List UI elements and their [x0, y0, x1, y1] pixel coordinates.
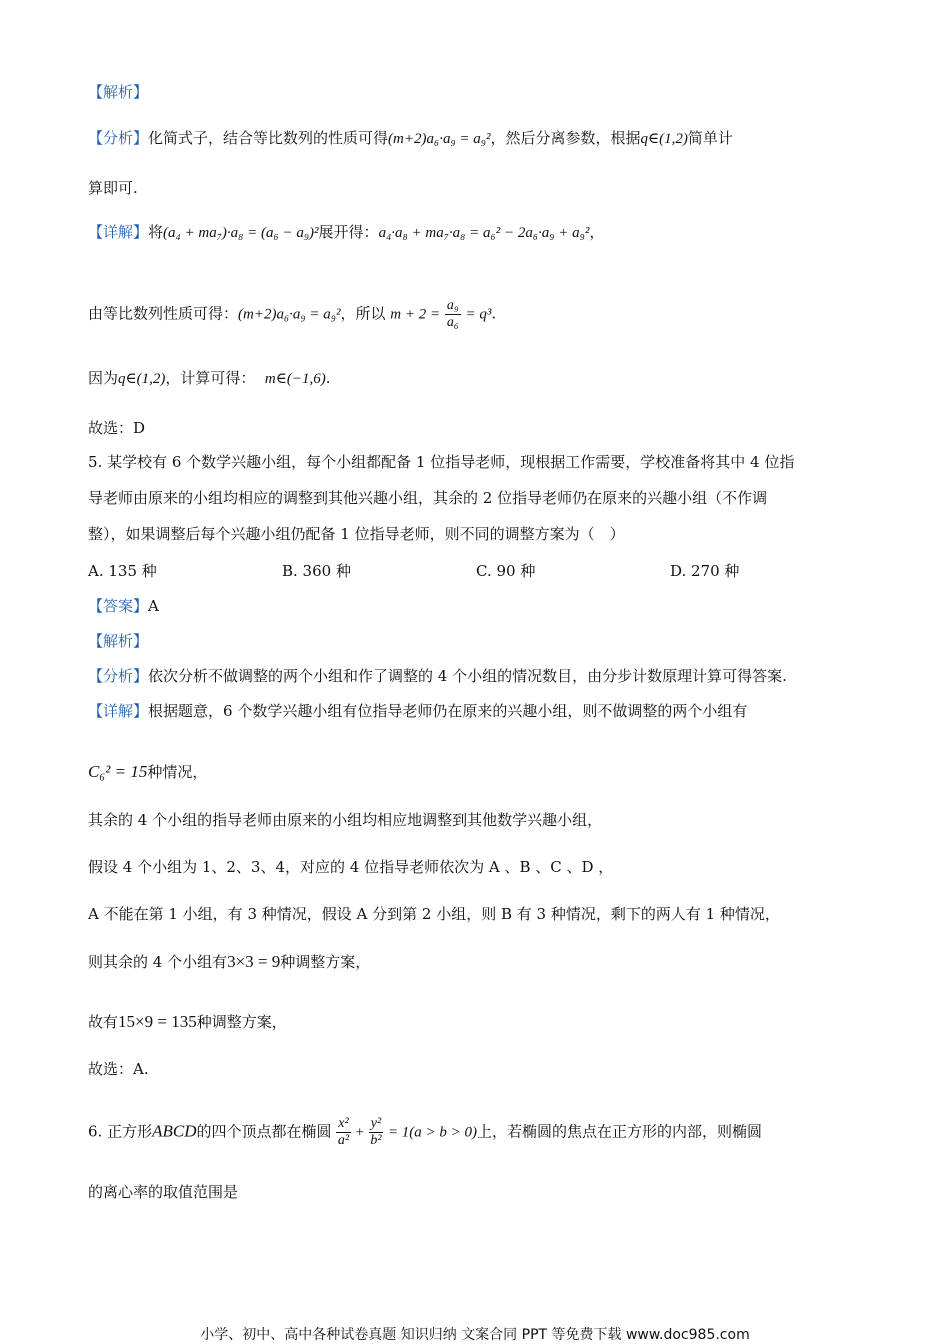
p4-fenxi-line2: 算即可.: [88, 179, 138, 197]
q6-stem-line1: [88, 1116, 762, 1149]
text: 将: [148, 223, 164, 241]
text: 故有: [88, 1013, 119, 1031]
text: .: [491, 304, 497, 323]
q5-line-3: 其余的 4 个小组的指导老师由原来的小组均相应地调整到其他数学兴趣小组，: [88, 811, 603, 829]
text: 因为: [88, 369, 119, 387]
formula: m∈(−1,6): [264, 371, 326, 387]
q5-stem-3: 整），如果调整后每个兴趣小组仍配备 1 位指导老师，则不同的调整方案为（ ）: [88, 525, 625, 543]
numerator: y²: [370, 1116, 382, 1131]
formula: = 1(a > b > 0): [387, 1124, 478, 1141]
option-a: A. 135 种: [88, 562, 157, 580]
q6-stem-line2: 的离心率的取值范围是: [88, 1183, 239, 1201]
fraction: [336, 1116, 350, 1149]
p4-xiangjie-line: [88, 222, 604, 243]
numerator: a₉: [446, 298, 459, 313]
p4-answer: 故选：D: [88, 419, 146, 437]
text: 上，若椭圆的焦点在正方形的内部，则椭圆: [477, 1122, 763, 1141]
answer-tag: 【答案】: [88, 597, 149, 615]
text: 种情况，: [147, 763, 208, 781]
text: 根据题意，6 个数学兴趣小组有位指导老师仍在原来的兴趣小组，则不做调整的两个小组有: [148, 702, 748, 720]
p4-line3: [88, 368, 331, 389]
xiangjie-tag: 【详解】: [88, 702, 149, 720]
text: 化简式子，结合等比数列的性质可得: [148, 129, 389, 147]
fenxi-tag: 【分析】: [88, 129, 149, 147]
option-b: B. 360 种: [282, 562, 351, 580]
formula: (m+2)a₆·a₉ = a₉²: [238, 306, 341, 323]
q5-stem-1: 5. 某学校有 6 个数学兴趣小组，每个小组都配备 1 位指导老师，现根据工作需要，学校准备将其中 4 位指: [88, 453, 795, 471]
formula: m + 2 =: [390, 306, 441, 323]
text: ，: [589, 223, 605, 241]
q5-xiangjie-line: [88, 701, 747, 721]
formula: a₄·a₈ + ma₇·a₈ = a₆² − 2a₆·a₉ + a₉²: [378, 225, 590, 241]
formula: (a₄ + ma₇)·a₈ = (a₆ − a₉)²: [163, 225, 319, 241]
text: 种调整方案，: [280, 953, 371, 971]
q5-line-c62: [88, 762, 207, 782]
formula: C₆² = 15: [88, 762, 148, 781]
denominator: a²: [337, 1133, 350, 1148]
option-d: D. 270 种: [670, 562, 740, 580]
answer-value: A: [148, 597, 159, 615]
formula: q∈(1,2): [640, 131, 688, 147]
q5-line-6: [88, 952, 370, 972]
text: .: [325, 369, 331, 387]
page-footer: 小学、初中、高中各种试卷真题 知识归纳 文案合同 PPT 等免费下载 www.doc985.com: [200, 1327, 750, 1343]
text: 6. 正方形: [88, 1122, 153, 1141]
q5-jiexi-heading: 【解析】: [88, 632, 149, 650]
text: 展开得：: [318, 223, 379, 241]
text: 简单计: [687, 129, 733, 147]
q5-line-8: 故选：A.: [88, 1060, 149, 1078]
numerator: x²: [338, 1116, 349, 1131]
formula: q∈(1,2): [118, 371, 166, 387]
formula: (m+2)a₆·a₉ = a₉²: [388, 131, 491, 147]
q5-stem-2: 导老师由原来的小组均相应的调整到其他兴趣小组，其余的 2 位指导老师仍在原来的兴趣小组（不作调: [88, 489, 768, 507]
xiangjie-tag: 【详解】: [88, 223, 149, 241]
formula: 15×9 = 135: [118, 1012, 197, 1031]
denominator: a₆: [446, 315, 459, 330]
formula: +: [355, 1124, 364, 1141]
text: ，所以: [340, 304, 386, 323]
formula: = q³: [465, 306, 492, 323]
text: 的四个顶点都在椭圆: [196, 1122, 332, 1141]
fenxi-tag: 【分析】: [88, 667, 149, 685]
text: 依次分析不做调整的两个小组和作了调整的 4 个小组的情况数目，由分步计数原理计算可得答案.: [148, 667, 787, 685]
jiexi-heading: 【解析】: [88, 83, 149, 101]
text: ，计算可得：: [165, 369, 256, 387]
q5-fenxi-line: [88, 666, 787, 686]
text: 种调整方案，: [196, 1013, 287, 1031]
option-c: C. 90 种: [476, 562, 536, 580]
fraction: [369, 1116, 383, 1149]
formula: 3×3 = 9: [227, 952, 281, 971]
denominator: b²: [370, 1133, 382, 1148]
q5-line-5: A 不能在第 1 小组，有 3 种情况，假设 A 分到第 2 小组，则 B 有 3 种情况，剩下的两人有 1 种情况，: [88, 905, 780, 923]
q5-line-4: 假设 4 个小组为 1、2、3、4，对应的 4 位指导老师依次为 A 、B 、C 、D ，: [88, 858, 614, 876]
q5-line-7: [88, 1012, 287, 1032]
formula: ABCD: [152, 1121, 197, 1141]
text: 由等比数列性质可得：: [88, 304, 239, 323]
text: ，然后分离参数，根据: [490, 129, 641, 147]
p4-line2: [88, 298, 496, 331]
fraction: [445, 298, 461, 331]
text: 则其余的 4 个小组有: [88, 953, 228, 971]
q5-answer-line: [88, 596, 159, 616]
p4-fenxi-line: [88, 128, 733, 149]
